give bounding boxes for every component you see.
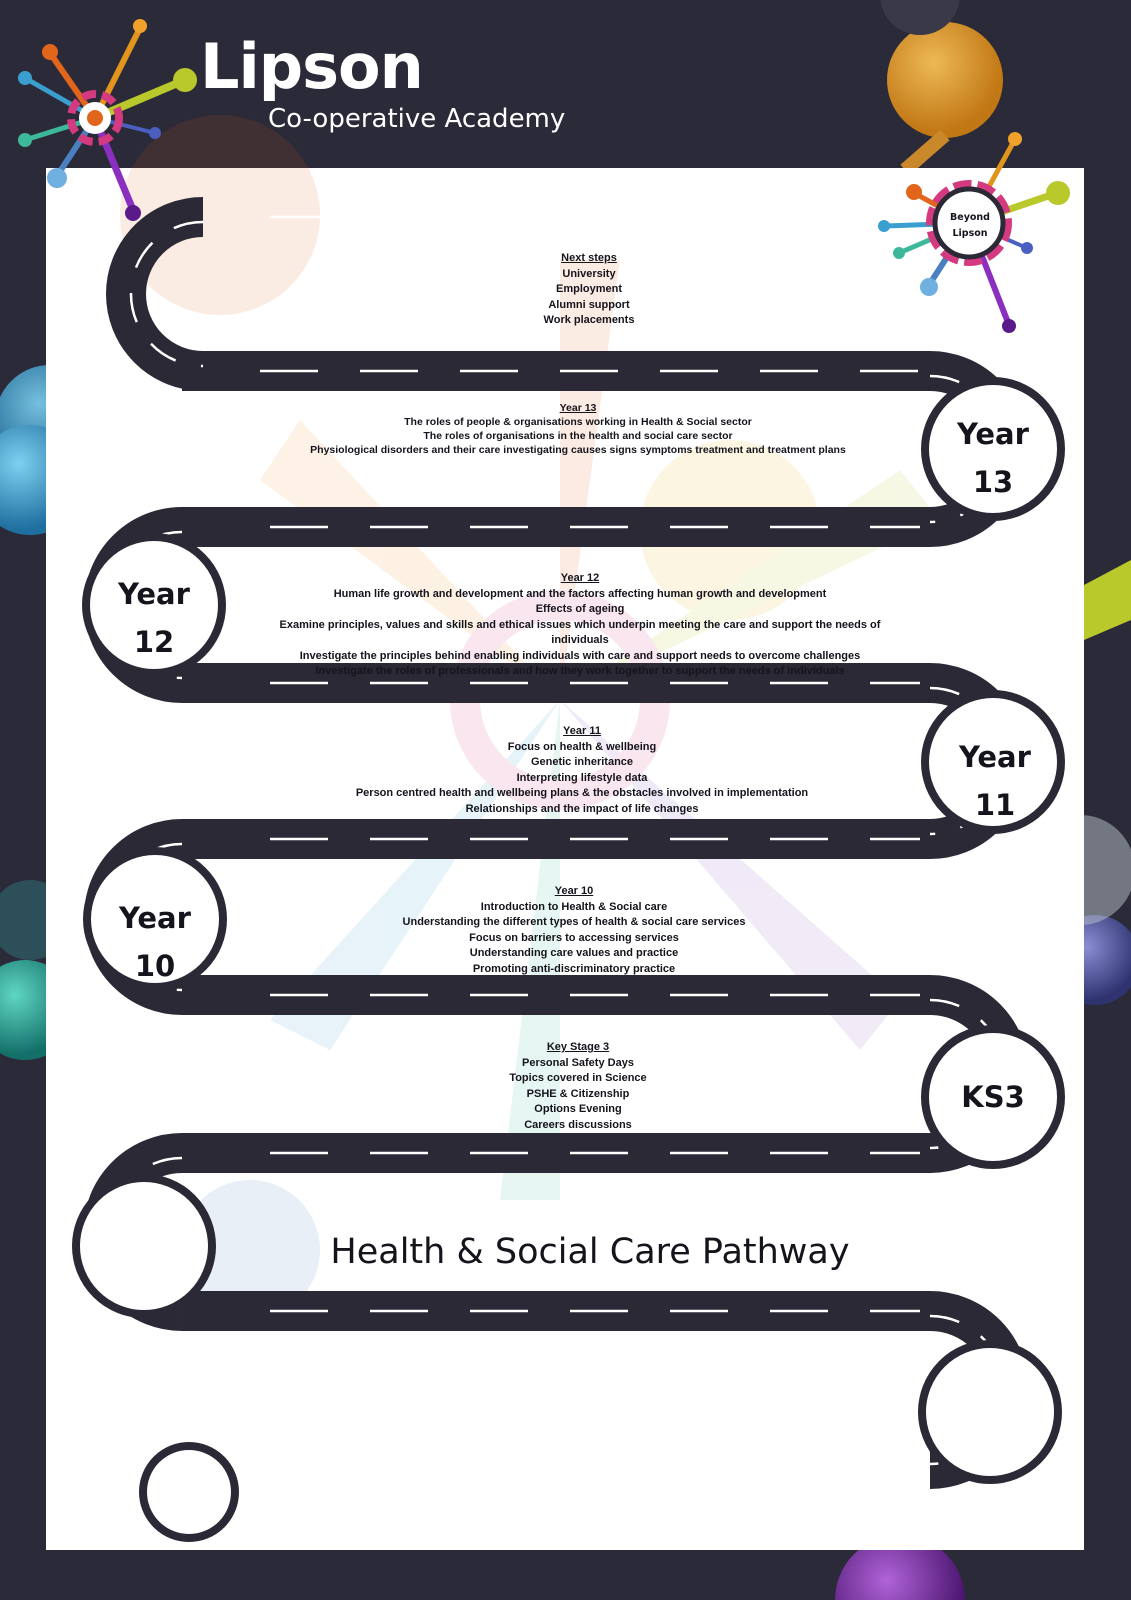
list-item: Human life growth and development and the factors affecting human growth and development (333, 587, 827, 600)
year11-block (332, 724, 832, 817)
list-item: Effects of ageing (535, 603, 625, 615)
ks3-badge: KS3 (961, 1080, 1025, 1114)
list-item: Person centred health and wellbeing plans & the obstacles involved in implementation (355, 787, 809, 799)
year11-badge-word: Year (959, 740, 1031, 774)
ks3-heading: Key Stage 3 (546, 1041, 610, 1053)
list-item: Focus on barriers to accessing services (469, 931, 679, 944)
pathway-title: Health & Social Care Pathway (330, 1232, 850, 1272)
year12-block (260, 571, 900, 680)
year12-badge-number: 12 (133, 625, 175, 659)
year13-badge-word: Year (957, 417, 1029, 451)
year13-badge (933, 410, 1053, 506)
list-item: Alumni support (548, 298, 630, 311)
list-item: Promoting anti-discriminatory practice (472, 962, 676, 975)
list-item: Interpreting lifestyle data (516, 771, 648, 784)
list-item: Relationships and the impact of life changes (465, 802, 699, 815)
list-item: Understanding the different types of health & social care services (402, 916, 746, 928)
list-item: individuals (551, 634, 609, 646)
next-steps-heading: Next steps (561, 252, 617, 264)
list-item: University (562, 267, 616, 280)
list-item: PSHE & Citizenship (526, 1087, 630, 1100)
start-circle-empty (76, 1178, 212, 1314)
list-item: Options Evening (534, 1103, 622, 1115)
list-item: The roles of organisations in the health and social care sector (423, 430, 733, 442)
list-item: Careers discussions (524, 1118, 632, 1131)
list-item: Topics covered in Science (509, 1072, 647, 1084)
list-item: Introduction to Health & Social care (480, 900, 668, 913)
next-steps-block (389, 251, 789, 329)
ks3-block (428, 1040, 728, 1133)
list-item: Employment (555, 283, 622, 295)
year12-badge-word: Year (118, 577, 190, 611)
list-item: Investigate the roles of professionals and how they work together to support the needs of individuals (315, 665, 845, 677)
list-item: Physiological disorders and their care investigating causes signs symptoms treatment and treatment plans (310, 444, 846, 456)
list-item: Understanding care values and practice (469, 947, 679, 959)
beyond-badge-line1: Beyond (950, 212, 990, 223)
brand-title: Lipson (200, 30, 423, 103)
list-item: Investigate the principles behind enabling individuals with care and support needs to overcome challenges (299, 649, 861, 662)
year13-heading: Year 13 (559, 402, 597, 414)
list-item: Examine principles, values and skills and ethical issues which underpin meeting the care and support the needs of (279, 618, 881, 631)
year12-badge (94, 570, 214, 666)
year13-badge-number: 13 (972, 465, 1014, 499)
brand-subtitle: Co-operative Academy (268, 104, 566, 134)
year10-block (374, 884, 774, 977)
year10-heading: Year 10 (554, 885, 594, 897)
beyond-badge-text (942, 210, 998, 242)
year13-block (278, 401, 878, 457)
lower-circle-empty (922, 1344, 1058, 1480)
year10-badge-number: 10 (134, 949, 176, 983)
year11-heading: Year 11 (563, 725, 601, 737)
list-item: Personal Safety Days (522, 1056, 634, 1069)
year11-badge-number: 11 (974, 788, 1016, 822)
list-item: Genetic inheritance (530, 756, 634, 768)
year10-badge-word: Year (119, 901, 191, 935)
list-item: Focus on health & wellbeing (507, 740, 657, 753)
beyond-badge-line2: Lipson (952, 228, 988, 239)
end-circle-empty (143, 1446, 235, 1538)
list-item: Work placements (543, 314, 635, 326)
year11-badge (935, 733, 1055, 829)
year12-heading: Year 12 (560, 572, 600, 584)
year10-badge (95, 894, 215, 990)
list-item: The roles of people & organisations working in Health & Social sector (404, 416, 752, 428)
